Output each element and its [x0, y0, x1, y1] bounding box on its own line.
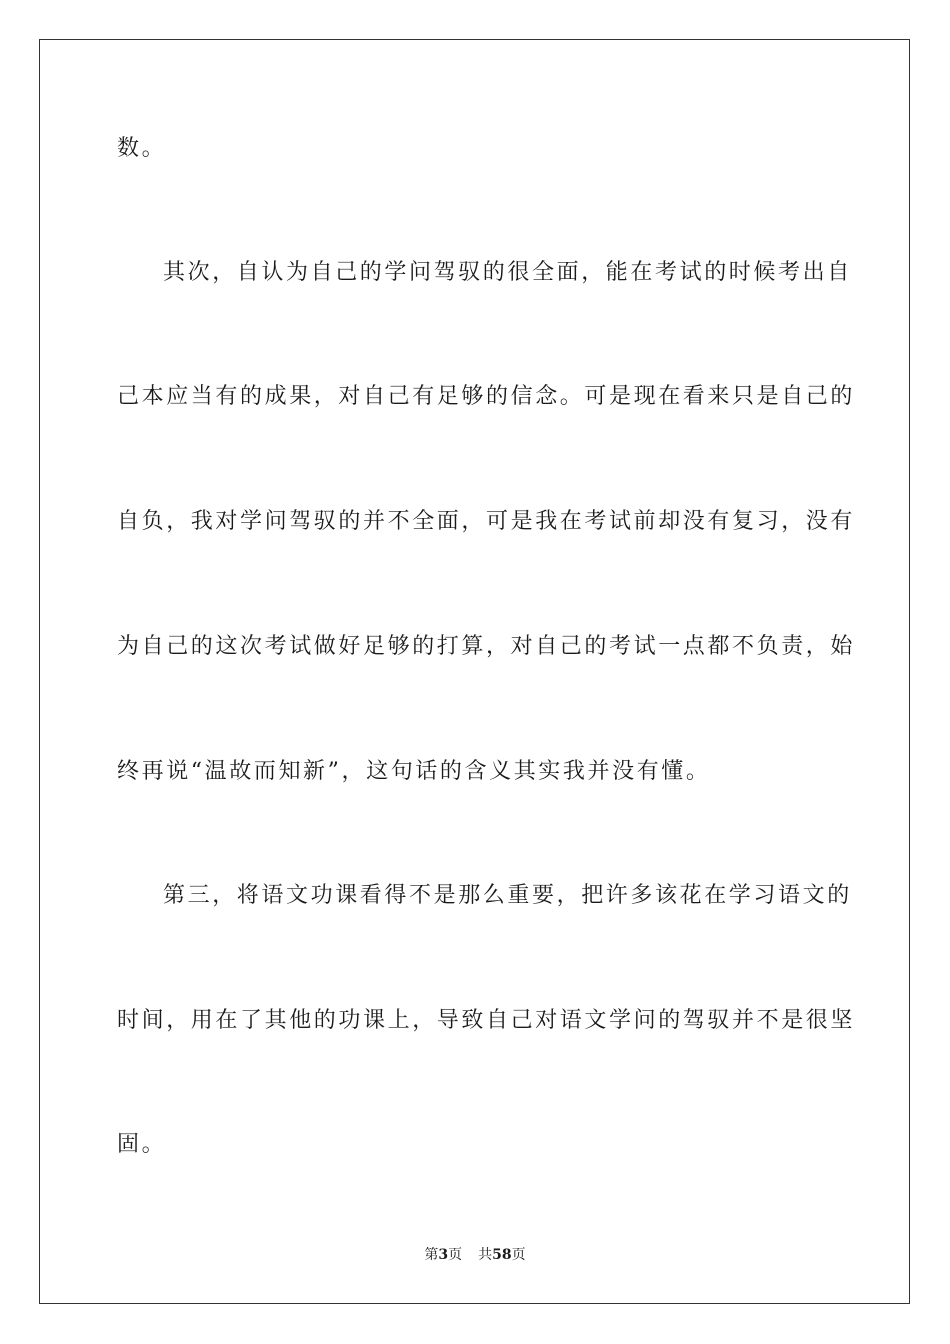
total-suffix: 页: [511, 1247, 526, 1263]
body-text-line: 己本应当有的成果，对自己有足够的信念。可是现在看来只是自己的: [117, 384, 856, 409]
body-text-line: 第三，将语文功课看得不是那么重要，把许多该花在学习语文的: [163, 883, 852, 908]
body-text-line: 自负，我对学问驾驭的并不全面，可是我在考试前却没有复习，没有: [117, 509, 856, 534]
body-text-line: 时间，用在了其他的功课上，导致自己对语文学问的驾驭并不是很坚: [117, 1008, 856, 1033]
page-border: [39, 39, 910, 1304]
page-footer: [0, 1245, 950, 1265]
body-text-line: 数。: [117, 136, 167, 161]
total-prefix: 共: [478, 1247, 493, 1263]
page-prefix: 第: [424, 1247, 439, 1263]
body-text-line: 固。: [117, 1132, 167, 1157]
body-text-line: 为自己的这次考试做好足够的打算，对自己的考试一点都不负责，始: [117, 634, 856, 659]
page-suffix: 页: [448, 1247, 463, 1263]
body-text-line: 其次，自认为自己的学问驾驭的很全面，能在考试的时候考出自: [163, 260, 852, 285]
total-pages: 58: [492, 1247, 512, 1263]
page-number: 3: [438, 1247, 449, 1263]
body-text-line: 终再说“温故而知新”，这句话的含义其实我并没有懂。: [117, 759, 711, 784]
